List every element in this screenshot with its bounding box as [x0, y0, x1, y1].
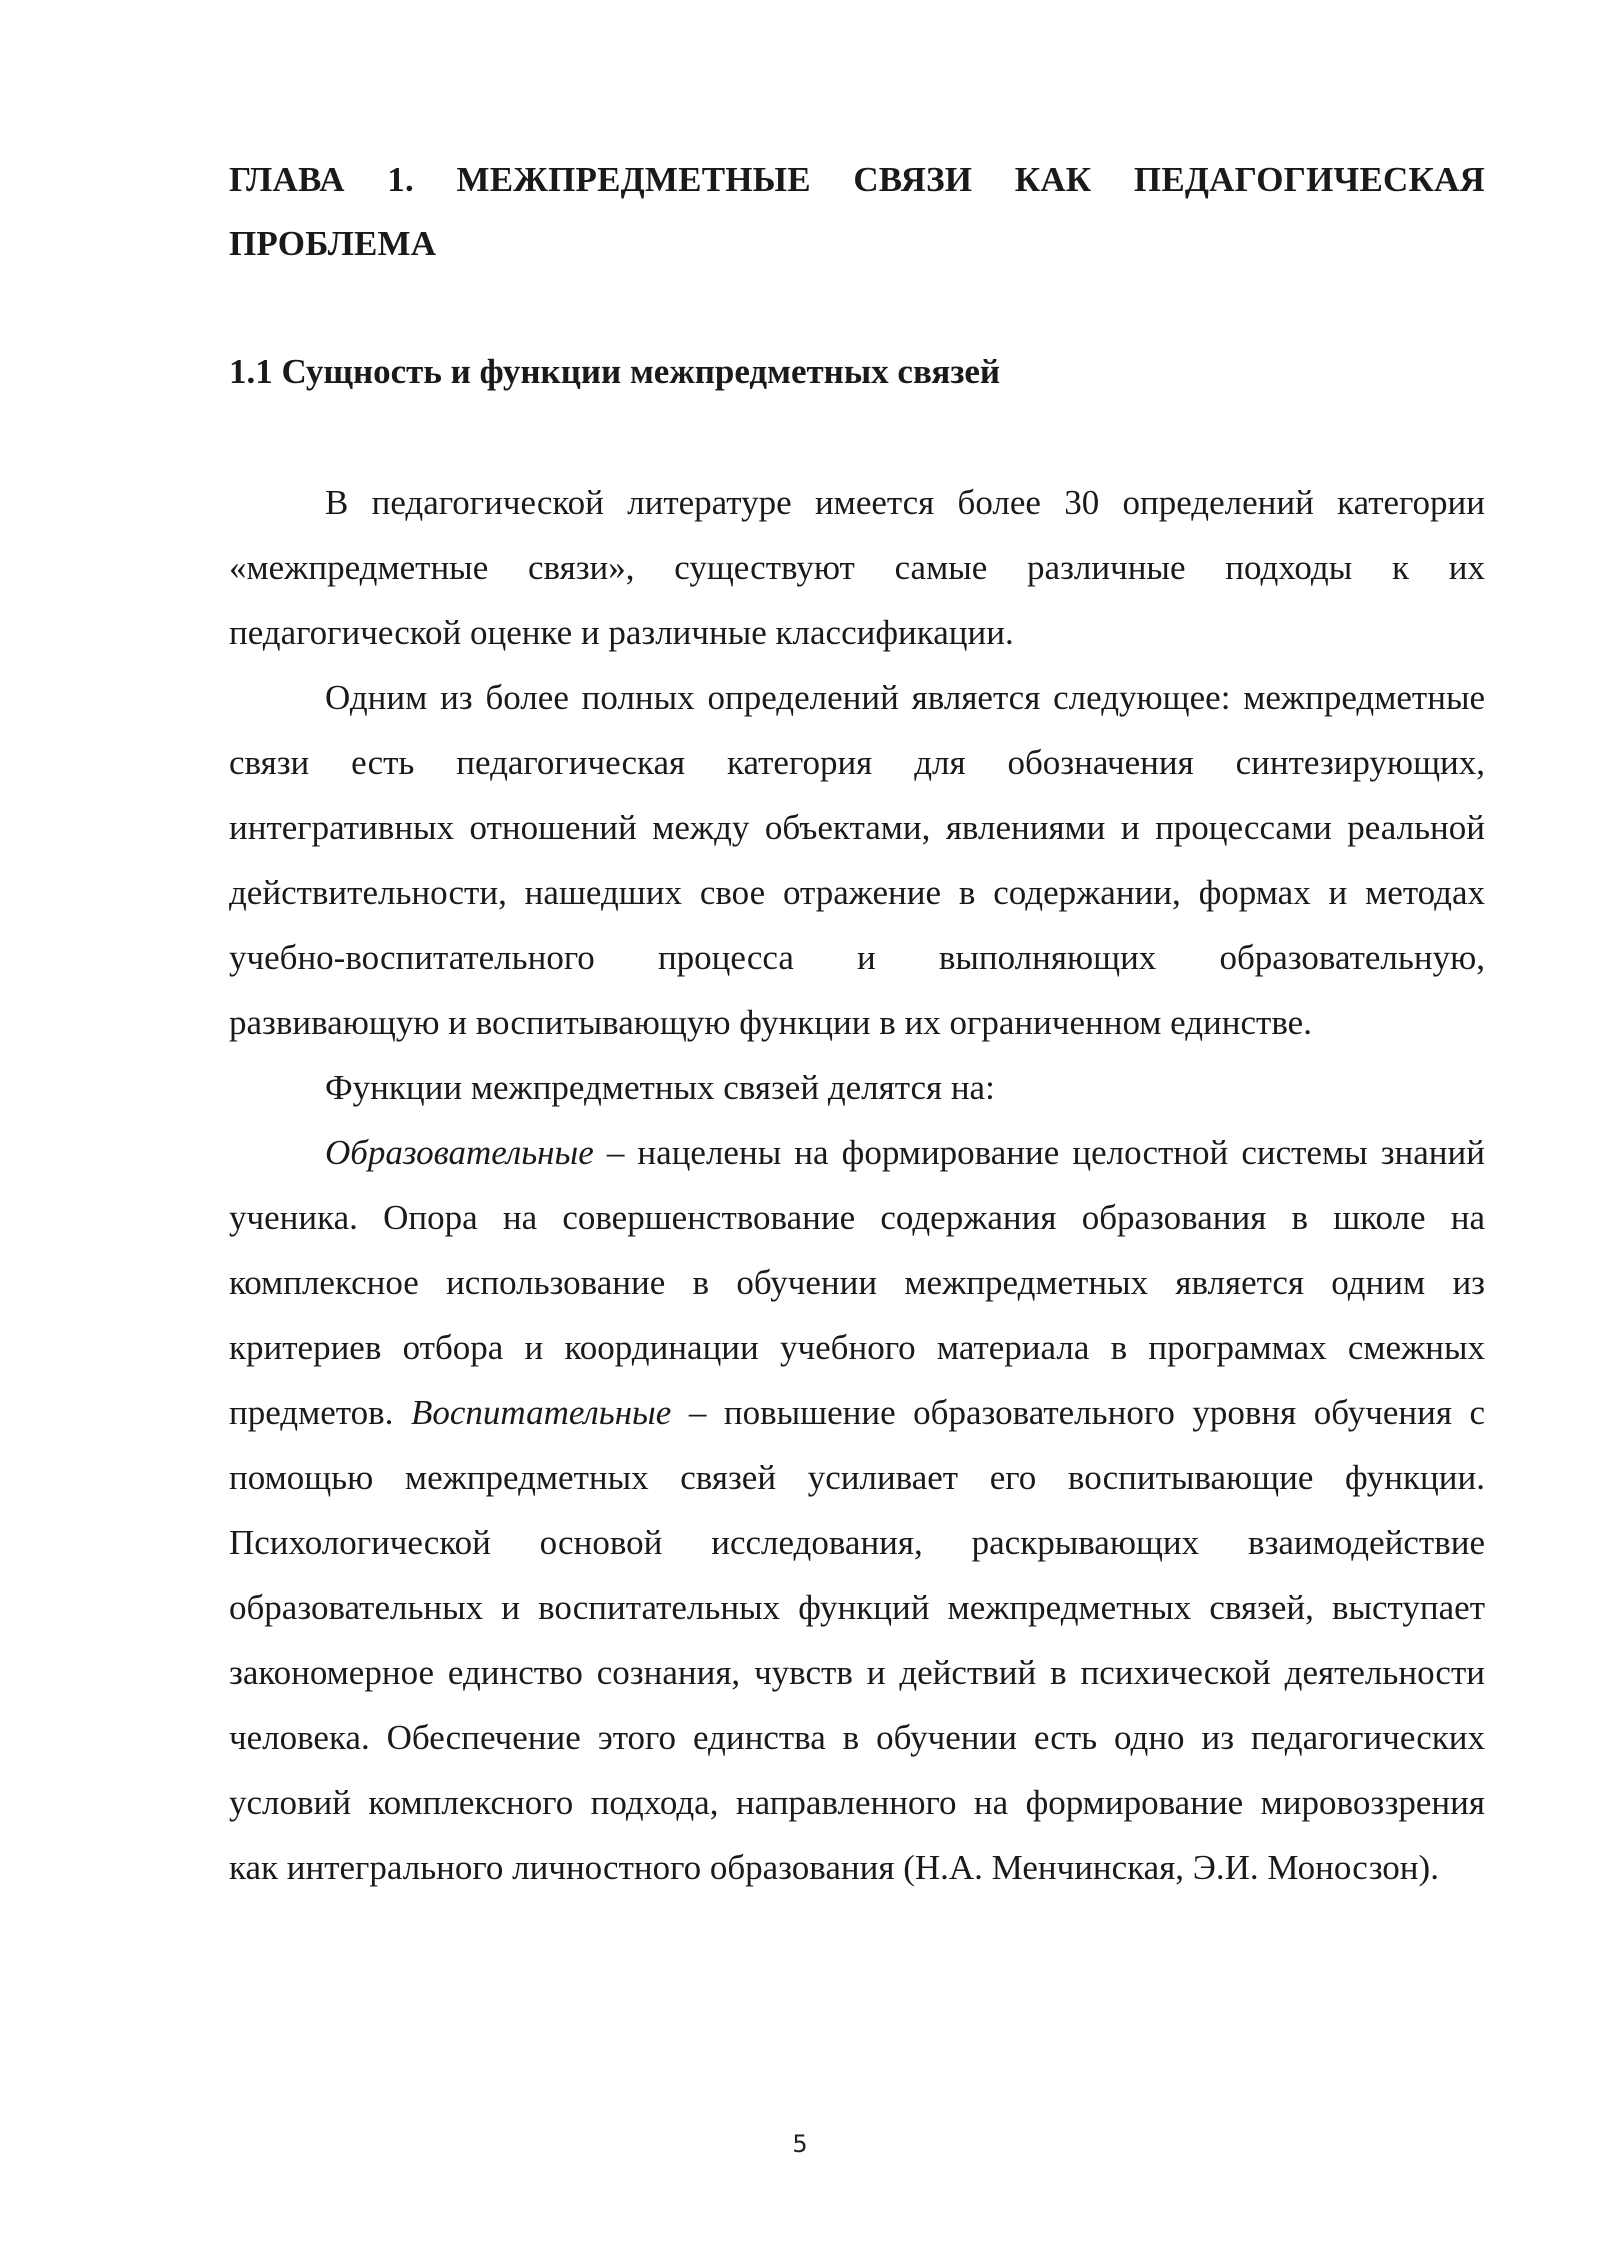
paragraph-functions [229, 1120, 1485, 1900]
text-educational: – нацелены на формирование целостной системы знаний ученика. Опора на совершенствование содержания образования в школе на комплексное использование в обучении межпредметных является одним из критериев отбора и координации учебного материала в программах смежных предметов. [229, 1133, 1485, 1432]
term-upbringing: Воспитательные [410, 1393, 672, 1432]
paragraph-intro: В педагогической литературе имеется более 30 определений категории «межпредметные связи», существуют самые различные подходы к их педагогической оценке и различные классификации. [229, 483, 1485, 652]
section-title: 1.1 Сущность и функции межпредметных связей [229, 352, 1001, 391]
paragraph-functions-intro: Функции межпредметных связей делятся на: [325, 1068, 995, 1107]
body-text [229, 470, 1485, 1900]
page-content [229, 148, 1485, 1887]
page-number: 5 [792, 2130, 808, 2158]
paragraph-definition: Одним из более полных определений является следующее: межпредметные связи есть педагогическая категория для обозначения синтезирующих, интегративных отношений между объектами, явлениями и процессами реальной действительности, нашедших свое отражение в содержании, формах и методах учебно-воспитательного процесса и выполняющих образовательную, развивающую и воспитывающую функции в их ограниченном единстве. [229, 678, 1485, 1042]
chapter-title: ГЛАВА 1. МЕЖПРЕДМЕТНЫЕ СВЯЗИ КАК ПЕДАГОГИЧЕСКАЯ ПРОБЛЕМА [229, 160, 1485, 263]
text-upbringing: – повышение образовательного уровня обучения с помощью межпредметных связей усиливает его воспитывающие функции. Психологической основой исследования, раскрывающих взаимодействие образовательных и воспитательных функций межпредметных связей, выступает закономерное единство сознания, чувств и действий в психической деятельности человека. Обеспечение этого единства в обучении есть одно из педагогических условий комплексного подхода, направленного на формирование мировоззрения как интегрального личностного образования (Н.А. Менчинская, Э.И. Моносзон). [229, 1393, 1485, 1887]
term-educational: Образовательные [325, 1133, 594, 1172]
